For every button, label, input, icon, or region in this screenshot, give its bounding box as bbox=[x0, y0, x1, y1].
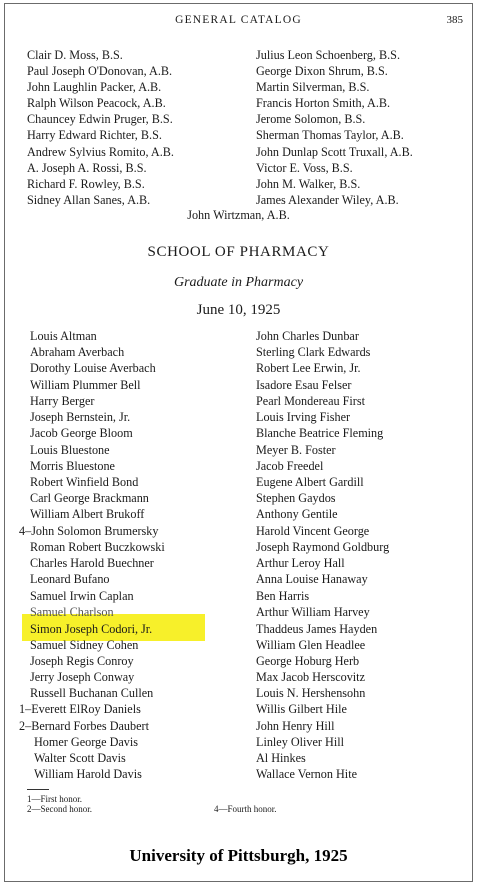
graduate-name: Ralph Wilson Peacock, A.B. bbox=[27, 96, 166, 110]
graduate-name: Samuel Charlson bbox=[30, 605, 114, 619]
graduate-name: Martin Silverman, B.S. bbox=[256, 80, 370, 94]
footnote-second-honor: 2—Second honor. bbox=[27, 804, 92, 814]
graduate-name: John Dunlap Scott Truxall, A.B. bbox=[256, 145, 413, 159]
name-row bbox=[0, 160, 477, 176]
name-row bbox=[0, 734, 477, 750]
graduate-name: Russell Buchanan Cullen bbox=[30, 686, 154, 700]
highlighted-graduate-name: Simon Joseph Codori, Jr. bbox=[30, 622, 153, 636]
graduate-name: Louis N. Hershensohn bbox=[256, 686, 366, 700]
graduate-name: Carl George Brackmann bbox=[30, 491, 149, 505]
graduate-name: Blanche Beatrice Fleming bbox=[256, 426, 384, 440]
graduate-name: George Hoburg Herb bbox=[256, 654, 360, 668]
graduate-name: Samuel Irwin Caplan bbox=[30, 589, 134, 603]
graduate-name: Eugene Albert Gardill bbox=[256, 475, 364, 489]
name-row bbox=[0, 523, 477, 539]
graduate-name: Abraham Averbach bbox=[30, 345, 125, 359]
running-header: GENERAL CATALOG bbox=[175, 14, 302, 26]
graduate-name: Victor E. Voss, B.S. bbox=[256, 161, 353, 175]
name-row bbox=[0, 377, 477, 393]
graduate-name: Louis Altman bbox=[30, 329, 97, 343]
name-row bbox=[0, 344, 477, 360]
graduate-name: Jerome Solomon, B.S. bbox=[256, 112, 366, 126]
name-row bbox=[0, 474, 477, 490]
name-row bbox=[0, 685, 477, 701]
name-row bbox=[0, 360, 477, 376]
page-number: 385 bbox=[446, 14, 463, 26]
graduate-name: Robert Winfield Bond bbox=[30, 475, 139, 489]
graduate-name: Arthur William Harvey bbox=[256, 605, 370, 619]
name-row bbox=[0, 176, 477, 192]
name-row bbox=[0, 539, 477, 555]
graduate-name: Anna Louise Hanaway bbox=[256, 572, 368, 586]
graduate-name: Harry Edward Richter, B.S. bbox=[27, 128, 162, 142]
graduate-name: Richard F. Rowley, B.S. bbox=[27, 177, 145, 191]
graduate-name: Dorothy Louise Averbach bbox=[30, 361, 156, 375]
name-row bbox=[0, 571, 477, 587]
graduation-date: June 10, 1925 bbox=[196, 302, 281, 318]
graduate-name: Morris Bluestone bbox=[30, 459, 115, 473]
graduate-name: John Henry Hill bbox=[256, 719, 335, 733]
name-row bbox=[0, 750, 477, 766]
name-row bbox=[0, 393, 477, 409]
name-row bbox=[0, 79, 477, 95]
graduate-name: Sidney Allan Sanes, A.B. bbox=[27, 193, 151, 207]
graduate-name: Linley Oliver Hill bbox=[256, 735, 345, 749]
name-row bbox=[0, 328, 477, 344]
graduate-name: A. Joseph A. Rossi, B.S. bbox=[27, 161, 147, 175]
graduate-name: Thaddeus James Hayden bbox=[256, 622, 378, 636]
graduate-name: Paul Joseph O'Donovan, A.B. bbox=[27, 64, 173, 78]
graduate-name: Walter Scott Davis bbox=[34, 751, 126, 765]
graduate-name: Harry Berger bbox=[30, 394, 95, 408]
graduate-name: 1–Everett ElRoy Daniels bbox=[19, 702, 141, 716]
graduate-name: Charles Harold Buechner bbox=[30, 556, 154, 570]
name-row bbox=[0, 506, 477, 522]
graduate-name: Willis Gilbert Hile bbox=[256, 702, 347, 716]
graduate-name: William Glen Headlee bbox=[256, 638, 366, 652]
graduate-name: John Charles Dunbar bbox=[256, 329, 359, 343]
graduate-name: Joseph Bernstein, Jr. bbox=[30, 410, 131, 424]
name-row bbox=[0, 192, 477, 208]
graduate-name: Andrew Sylvius Romito, A.B. bbox=[27, 145, 174, 159]
graduate-name: Wallace Vernon Hite bbox=[256, 767, 357, 781]
graduate-name: 4–John Solomon Brumersky bbox=[19, 524, 159, 538]
name-row bbox=[0, 442, 477, 458]
name-row bbox=[0, 588, 477, 604]
name-row bbox=[0, 63, 477, 79]
graduate-name: William Plummer Bell bbox=[30, 378, 141, 392]
graduate-name: Ben Harris bbox=[256, 589, 310, 603]
graduate-name: Jacob Freedel bbox=[256, 459, 324, 473]
name-row bbox=[0, 653, 477, 669]
name-row bbox=[0, 555, 477, 571]
graduate-name: Pearl Mondereau First bbox=[256, 394, 365, 408]
graduate-name: Homer George Davis bbox=[34, 735, 139, 749]
graduate-name: Chauncey Edwin Pruger, B.S. bbox=[27, 112, 173, 126]
name-row bbox=[0, 111, 477, 127]
graduate-name: Francis Horton Smith, A.B. bbox=[256, 96, 391, 110]
school-heading: SCHOOL OF PHARMACY bbox=[147, 244, 330, 260]
graduate-name: Isadore Esau Felser bbox=[256, 378, 352, 392]
image-caption: University of Pittsburgh, 1925 bbox=[129, 846, 348, 865]
name-row bbox=[0, 669, 477, 685]
graduate-name: Samuel Sidney Cohen bbox=[30, 638, 139, 652]
name-row bbox=[0, 490, 477, 506]
graduate-name: Sherman Thomas Taylor, A.B. bbox=[256, 128, 404, 142]
graduate-name: 2–Bernard Forbes Daubert bbox=[19, 719, 149, 733]
graduate-name: Louis Irving Fisher bbox=[256, 410, 351, 424]
graduate-name: Robert Lee Erwin, Jr. bbox=[256, 361, 361, 375]
graduate-name: Joseph Regis Conroy bbox=[30, 654, 134, 668]
graduate-name: William Albert Brukoff bbox=[30, 507, 145, 521]
graduate-name: Max Jacob Herscovitz bbox=[256, 670, 365, 684]
graduate-name: James Alexander Wiley, A.B. bbox=[256, 193, 399, 207]
graduate-name: John M. Walker, B.S. bbox=[256, 177, 361, 191]
graduate-name: Harold Vincent George bbox=[256, 524, 370, 538]
graduate-name: Leonard Bufano bbox=[30, 572, 110, 586]
name-row bbox=[0, 95, 477, 111]
name-row bbox=[0, 47, 477, 63]
name-row bbox=[0, 766, 477, 782]
name-row bbox=[0, 604, 477, 620]
graduate-name: Anthony Gentile bbox=[256, 507, 338, 521]
graduate-name: Stephen Gaydos bbox=[256, 491, 336, 505]
graduate-name: Roman Robert Buczkowski bbox=[30, 540, 165, 554]
graduate-name: Joseph Raymond Goldburg bbox=[256, 540, 390, 554]
graduate-name: Louis Bluestone bbox=[30, 443, 110, 457]
graduate-name: Meyer B. Foster bbox=[256, 443, 336, 457]
graduate-name: Clair D. Moss, B.S. bbox=[27, 48, 123, 62]
name-row bbox=[0, 701, 477, 717]
graduate-name: Sterling Clark Edwards bbox=[256, 345, 371, 359]
graduate-name: William Harold Davis bbox=[34, 767, 142, 781]
graduate-name: Al Hinkes bbox=[256, 751, 306, 765]
name-row bbox=[0, 127, 477, 143]
graduate-name: Jerry Joseph Conway bbox=[30, 670, 135, 684]
name-row bbox=[0, 637, 477, 653]
name-row bbox=[0, 458, 477, 474]
name-row bbox=[0, 718, 477, 734]
graduate-name: John Wirtzman, A.B. bbox=[187, 208, 290, 222]
graduate-name: Arthur Leroy Hall bbox=[256, 556, 345, 570]
footnote-first-honor: 1—First honor. bbox=[27, 794, 83, 804]
name-row bbox=[0, 144, 477, 160]
graduate-name: John Laughlin Packer, A.B. bbox=[27, 80, 162, 94]
graduate-name: Jacob George Bloom bbox=[30, 426, 133, 440]
footnote-rule bbox=[27, 789, 49, 790]
name-row bbox=[0, 425, 477, 441]
graduate-name: George Dixon Shrum, B.S. bbox=[256, 64, 388, 78]
name-row bbox=[0, 621, 477, 637]
footnote-fourth-honor: 4—Fourth honor. bbox=[214, 804, 277, 814]
graduate-name: Julius Leon Schoenberg, B.S. bbox=[256, 48, 400, 62]
name-row bbox=[0, 409, 477, 425]
degree-heading: Graduate in Pharmacy bbox=[173, 275, 304, 290]
